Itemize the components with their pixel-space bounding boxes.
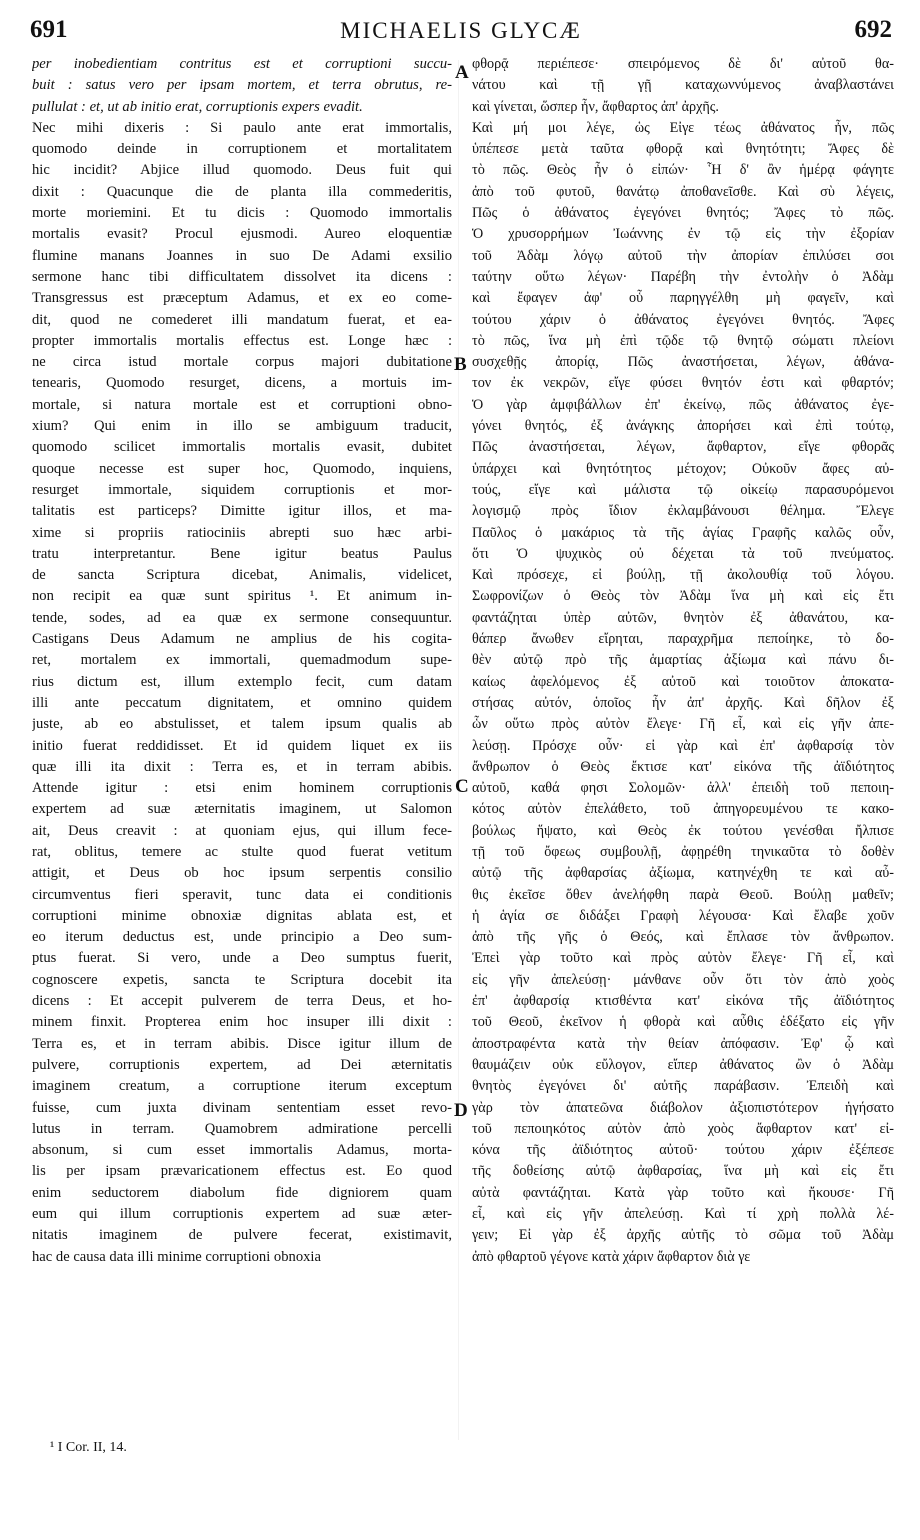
greek-text-line: ὅτι Ὁ ψυχικὸς οὐ δέχεται τὰ τοῦ πνεύματος.	[472, 545, 894, 562]
greek-text-line: ὑπάρχει καὶ θνητότητος μέτοχον; Οὐκοῦν ἄφες αὐ-	[472, 460, 894, 477]
greek-text-line: Ἐπεὶ γὰρ τοῦτο καὶ πρὸς αὐτὸν ἔλεγε· Γῆ εἶ, καὶ	[472, 950, 894, 967]
latin-text-line: eo iterum deductus est, unde principio a Deo sum-	[32, 929, 452, 946]
greek-text-line: ὑπέπεσε μετὰ ταῦτα φθορᾷ καὶ θνητότητι; Ἄφες δὲ	[472, 141, 894, 158]
latin-text-line: Transgressus est præceptum Adamus, et ex eo come-	[32, 290, 452, 307]
latin-text-line: fuisse, cum juxta divinam sententiam esset revo-	[32, 1099, 452, 1116]
greek-text-line: τῆς δοθείσης αὐτῷ ἀφθαρσίας, ἵνα μὴ καὶ εἰς ἔτι	[472, 1163, 894, 1180]
greek-text-line: τοῦ Ἀδὰμ λόγῳ αὐτοῦ τὴν ἀπορίαν ἐπιλύσει σοι	[472, 247, 894, 264]
latin-text-line: lutus in terram. Quamobrem admiratione percelli	[32, 1120, 452, 1137]
column-divider	[458, 60, 459, 1440]
greek-text-line: εἶ, καὶ εἰς γῆν ἀπελεύσῃ. Καὶ τί χρὴ πολλὰ λέ-	[472, 1206, 894, 1223]
greek-text-line: Πῶς ὁ ἀθάνατος ἐγεγόνει θνητός; Ἄφες τὸ πῶς.	[472, 205, 894, 222]
greek-text-line: καίως ἀφελόμενος ἐξ αὐτοῦ καὶ τοιοῦτον ἀποκατα-	[472, 673, 894, 690]
greek-text-line: νάτου καὶ τῇ γῇ καταχωννύμενος ἀναβλαστάνει	[472, 77, 894, 94]
latin-text-line: morte moriemini. Et tu dicis : Quomodo immortalis	[32, 205, 452, 222]
greek-text-line: αὐτῷ τῆς ἀφθαρσίας ἀξίωμα, κατηνέχθη τε καὶ αὖ-	[472, 865, 894, 882]
greek-text-line: Καὶ πρόσεχε, εἰ βούλῃ, τῇ ἀκολουθίᾳ τοῦ λόγου.	[472, 567, 894, 584]
left-page-number: 691	[30, 16, 68, 43]
latin-text-line: xium? Qui enim in illo se ambiguum traducit,	[32, 418, 452, 435]
latin-text-line: minem finxit. Propterea enim hoc insuper illi dixit :	[32, 1014, 452, 1031]
latin-text-line: xime si propriis ratiociniis abrepti suo hæc arbi-	[32, 524, 452, 541]
running-title: MICHAELIS GLYCÆ	[340, 18, 582, 43]
latin-text-line: sermone hanc tibi difficultatem dissolvet ita dicens :	[32, 268, 452, 285]
greek-text-line: Πῶς ἀναστήσεται, λέγων, ἄφθαρτον, εἴγε φθορᾶς	[472, 439, 894, 456]
greek-text-line: αὐτὰ φαντάζηται. Κατὰ γὰρ τοῦτο καὶ ἤκουσε· Γῆ	[472, 1184, 894, 1201]
latin-text-line: ne circa istud mortale corpus majori dubitatione	[32, 354, 452, 371]
greek-text-line: τούς, εἴγε καὶ μάλιστα τῷ οἰκείῳ παρασυρόμενοι	[472, 481, 894, 498]
latin-text-line: enim seductorem diabolum fide digniorem quam	[32, 1184, 452, 1201]
latin-text-line: lis per ipsam prævaricationem effectus est. Eo quod	[32, 1163, 452, 1180]
latin-text-line: absonum, si cum esset immortalis Adamus, morta-	[32, 1142, 452, 1159]
section-marker-d: D	[454, 1100, 468, 1121]
latin-text-line: rat, oblitus, temere ac stulte quod fuerat vetitum	[32, 843, 452, 860]
greek-text-line: Καὶ μή μοι λέγε, ὡς Εἰγε τέως ἀθάνατος ἦν, πῶς	[472, 119, 894, 136]
greek-text-line: ἡ ἁγία σε διδάξει Γραφὴ λέγουσα· Καὶ ἔλαβε χοῦν	[472, 907, 894, 924]
latin-text-line: dicens : Et accepit pulverem de terra Deus, et ho-	[32, 993, 452, 1010]
latin-text-line: initio fuerat reddidisset. Et id quidem liquet ex iis	[32, 737, 452, 754]
greek-text-line: βούλως ἥψατο, καὶ Θεὸς ἐκ τούτου γενέσθαι ἤλπισε	[472, 822, 894, 839]
greek-text-line: φθορᾷ περιέπεσε· σπειρόμενος δὲ δι' αὐτοῦ θα-	[472, 56, 894, 72]
latin-text-line: tratu interpretantur. Bene igitur beatus Paulus	[32, 545, 452, 562]
latin-text-line: dit, quod ne comederet illi mandatum fuerat, et ea-	[32, 311, 452, 328]
greek-text-line: καὶ ἔφαγεν ἀφ' οὗ παρηγγέλθη μὴ φαγεῖν, καὶ	[472, 290, 894, 307]
greek-text-line: ἀπὸ τοῦ φυτοῦ, θανάτῳ ἀποθανεῖσθε. Καὶ σὺ λέγεις,	[472, 183, 894, 200]
greek-text-line: ἐπ' ἀφθαρσίᾳ κτισθέντα κατ' εἰκόνα τῆς ἀϊδιότητος	[472, 993, 894, 1010]
greek-text-line: ἀπὸ τῆς γῆς ὁ Θεός, καὶ ἔπλασε τὸν ἄνθρωπον.	[472, 929, 894, 946]
greek-text-line: καὶ γίνεται, ὥσπερ ἦν, ἄφθαρτος ἀπ' ἀρχῆς.	[472, 98, 719, 115]
latin-text-line: corruptioni minime obnoxiæ dignitas ablata est, et	[32, 907, 452, 924]
greek-text-line: τὸ πῶς, ἵνα μὴ ἐπὶ τῷδε τῷ θνητῷ σώματι πλείονι	[472, 332, 894, 349]
greek-text-line: τῇ τοῦ ὄφεως συμβουλῇ, ἀφῃρέθη τηνικαῦτα τὸ δοθὲν	[472, 843, 894, 860]
greek-text-line: ἀποστραφέντα κατὰ τὴν θείαν ἀπόφασιν. Ἐφ' ᾧ καὶ	[472, 1035, 894, 1052]
greek-text-line: τον ἐκ νεκρῶν, εἴγε φύσει θνητόν ἐστι καὶ φθαρτόν;	[472, 375, 894, 392]
greek-text-line: εἰς γῆν ἀπελεύσῃ· μάνθανε οὖν ὅτι τὸν ἀπὸ χοὸς	[472, 971, 894, 988]
latin-text-line: juste, ab eo abstulisset, et talem ipsum qualis ab	[32, 716, 452, 733]
greek-text-line: τὸ πῶς. Θεὸς ἦν ὁ εἰπών· Ἧ δ' ἂν ἡμέρᾳ φάγητε	[472, 162, 894, 179]
latin-text-line: quomodo deinde in corruptionem et mortalitatem	[32, 141, 452, 158]
latin-text-line: flumine manans Joannes in suo De Adami exsilio	[32, 247, 452, 264]
latin-text-line: de sancta Scriptura dicebat, Animalis, videlicet,	[32, 567, 452, 584]
greek-text-line: γὰρ τὸν ἀπατεῶνα διάβολον ἀξιοπιστότερον ἡγήσατο	[472, 1099, 894, 1116]
latin-text-line: non recipit ea quæ sunt spiritus ¹. Et animum in-	[32, 588, 452, 605]
latin-text-line: circumventus fieri speravit, tunc data ei conditionis	[32, 886, 452, 903]
greek-text-line: θάπερ ἄνωθεν εἴρηται, παραχρῆμα πεποίηκε, τὸ δο-	[472, 631, 894, 648]
greek-text-line: θαυμάζειν οὐκ εὔλογον, εἴπερ ἀθάνατος ὢν ὁ Ἀδὰμ	[472, 1056, 894, 1073]
latin-text-line: expertem ad suæ æternitatis imaginem, ut Salomon	[32, 801, 452, 818]
latin-text-line: tenearis, Quomodo resurget, dicens, a mortuis im-	[32, 375, 452, 392]
greek-text-line: ὧν οὕτω πρὸς αὐτὸν ἔλεγε· Γῆ εἶ, καὶ εἰς γῆν ἀπε-	[472, 716, 894, 733]
latin-text-line: Attende igitur : etsi enim hominem corruptionis	[32, 780, 452, 797]
greek-text-line: θις ἐκεῖσε ὅθεν ἀνελήφθη παρὰ Θεοῦ. Βούλῃ μαθεῖν;	[472, 886, 894, 903]
latin-text-line: quoque necesse est super hoc, Quomodo, inquiens,	[32, 460, 452, 477]
latin-text-line: mortale, si natura mortale est et corruptioni obno-	[32, 396, 452, 413]
greek-text-line: Σωφρονίζων ὁ Θεὸς τὸν Ἀδὰμ ἵνα μὴ καὶ εἰς ἔτι	[472, 588, 894, 605]
greek-text-line: στήσας αὐτόν, ὁποῖος ἦν ἀπ' ἀρχῆς. Καὶ δῆλον ἐξ	[472, 694, 894, 711]
latin-text-line: talitatis est particeps? Dimitte igitur illos, et ma-	[32, 503, 452, 520]
latin-text-line: dixit : Quacunque die de planta illa commederitis,	[32, 183, 452, 200]
latin-text-line: hac de causa data illi minime corruptioni obnoxia	[32, 1248, 321, 1265]
right-page-number: 692	[854, 16, 892, 43]
latin-text-line: eum qui illum corruptionis expertem ad suæ æter-	[32, 1206, 452, 1223]
latin-text-line: hic incidit? Abjice illud quomodo. Deus fuit qui	[32, 162, 452, 179]
latin-text-line: cognoscere expetis, sancta te Scriptura docebit ita	[32, 971, 452, 988]
latin-text-line: pullulat : et, ut ab initio erat, corruptionis expers evadit.	[32, 98, 363, 115]
latin-text-line: ptus fuerat. Si vero, unde a Deo sumptus fuerit,	[32, 950, 452, 967]
latin-column	[32, 54, 452, 1268]
latin-text-line: Terra es, et in terram abibis. Disce igitur illum de	[32, 1035, 452, 1052]
section-marker-c: C	[455, 776, 469, 797]
latin-text-line: Nec mihi dixeris : Si paulo ante erat immortalis,	[32, 119, 452, 136]
greek-text-line: γειν; Εἰ γὰρ ἐξ ἀρχῆς αὐτῆς τὸ σῶμα τοῦ Ἀδὰμ	[472, 1227, 894, 1244]
latin-text-line: imaginem creatum, a corruptione iterum exceptum	[32, 1078, 452, 1095]
greek-text-line: τοῦ πεποιηκότος αὐτὸν ἀπὸ χοὸς ἄφθαρτον κατ' εἰ-	[472, 1120, 894, 1137]
greek-text-line: θνητὸς ἐγεγόνει δι' αὐτῆς παράβασιν. Ἐπειδὴ καὶ	[472, 1078, 894, 1095]
greek-text-line: ἀπὸ φθαρτοῦ γέγονε κατὰ χάριν ἄφθαρτον διὰ γε	[472, 1248, 751, 1265]
latin-text-line: attigit, et Deus ob hoc ipsum serpentis consilio	[32, 865, 452, 882]
greek-text-line: Παῦλος ὁ μακάριος τὰ τῆς ἁγίας Γραφῆς καλῶς οὖν,	[472, 524, 894, 541]
section-marker-b: B	[454, 354, 467, 375]
latin-text-line: ait, Deus creavit : at quoniam ejus, qui illum fece-	[32, 822, 452, 839]
greek-text-line: συσχεθῇς ἀπορίᾳ, Πῶς ἀναστήσεται, λέγων, ἀθάνα-	[472, 354, 894, 371]
greek-text-line: κότος αὐτὸν ἐπελάθετο, τοῦ ἀπηγορευμένου τε κακο-	[472, 801, 894, 818]
greek-column	[472, 54, 894, 1268]
greek-text-line: λογισμῷ πρὸς ἴδιον ἐκλαμβάνουσι θέλημα. Ἔλεγε	[472, 503, 894, 520]
greek-text-line: κόνα τῆς ἀϊδιότητος αὐτοῦ· τούτου χάριν ἐξέπεσε	[472, 1142, 894, 1159]
greek-text-line: φαντάζηται ὑπὲρ αὐτῶν, θνητὸν ἐξ ἀθανάτου, κα-	[472, 609, 894, 626]
page-header	[30, 16, 892, 50]
footnote: ¹ I Cor. II, 14.	[50, 1440, 127, 1455]
latin-text-line: tende, sodes, ad ea quæ ex sermone consequuntur.	[32, 609, 452, 626]
greek-text-line: γόνει θνητός, ἐξ ἀνάγκης ἀπορήσει καὶ ἐπὶ τούτῳ,	[472, 418, 894, 435]
greek-text-line: Ὁ γὰρ ἀμφιβάλλων ἐπ' ἐκείνῳ, πῶς ἀθάνατος ἐγε-	[472, 396, 894, 413]
latin-text-line: resurget immortale, siquidem corruptionis et mor-	[32, 481, 452, 498]
greek-text-line: αὐτοῦ, καθά φησι Σολομῶν· ἀλλ' ἐπειδὴ τοῦ πεποιη-	[472, 780, 894, 797]
greek-text-line: θὲν αὐτῷ πρὸ τῆς ἁμαρτίας ἀξίωμα καὶ πάνυ δι-	[472, 652, 894, 669]
latin-text-line: buit : satus vero per ipsam mortem, et terra obrutus, re-	[32, 77, 452, 94]
latin-text-line: quæ illi ita dixit : Terra es, et in terram abibis.	[32, 758, 452, 775]
latin-text-line: propter immortalis mortalis effectus est. Longe hæc :	[32, 332, 452, 349]
latin-text-line: rius dictum est, illum extemplo fecit, cum datam	[32, 673, 452, 690]
latin-text-line: pulvere, corruptionis expertem, ad Dei æternitatis	[32, 1056, 452, 1073]
greek-text-line: ἄνθρωπον ὁ Θεὸς ἔκτισε κατ' εἰκόνα τῆς ἀϊδιότητος	[472, 758, 894, 775]
greek-text-line: Ὁ χρυσορρήμων Ἰωάννης ἐν τῷ εἰς τὴν ἐξορίαν	[472, 226, 894, 243]
greek-text-line: τοῦ Θεοῦ, ἐκεῖνον ἡ φθορὰ καὶ αὖθις ἐδέξατο εἰς γῆν	[472, 1014, 894, 1031]
latin-text-line: mortalis evasit? Procul ejusmodi. Aureo eloquentiæ	[32, 226, 452, 243]
greek-text-line: τούτου χάριν ὁ ἀθάνατος ἐγεγόνει θνητός. Ἄφες	[472, 311, 894, 328]
latin-text-line: quomodo scilicet immortalis mortalis evasit, dubitet	[32, 439, 452, 456]
section-marker-a: A	[455, 62, 469, 83]
latin-text-line: illi ante peccatum dignitatem, et omnino quidem	[32, 694, 452, 711]
latin-text-line: per inobedientiam contritus est et corruptioni succu-	[32, 56, 452, 72]
greek-text-line: λεύσῃ. Πρόσχε οὖν· εἰ γὰρ καὶ ἐπ' ἀφθαρσίᾳ τὸν	[472, 737, 894, 754]
latin-text-line: Castigans Deus Adamum ne amplius de his cogita-	[32, 631, 452, 648]
greek-text-line: ταύτην οὕτω λέγων· Παρέβη τὴν ἐντολὴν ὁ Ἀδὰμ	[472, 268, 894, 285]
latin-text-line: nitatis imaginem de pulvere fecerat, existimavit,	[32, 1227, 452, 1244]
latin-text-line: ret, mortalem ex immortali, quemadmodum supe-	[32, 652, 452, 669]
